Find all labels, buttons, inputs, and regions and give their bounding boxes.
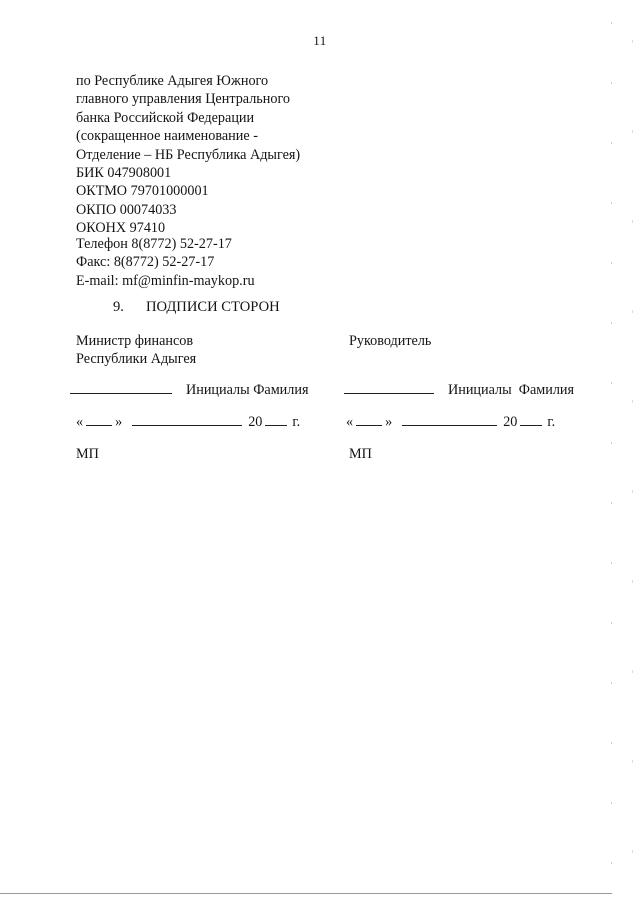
signature-name: Инициалы Фамилия [186,382,309,398]
scan-edge-artifact [611,0,612,880]
party-left-title-line: Республики Адыгея [76,351,197,368]
section-number: 9. [113,299,124,315]
date-open-quote: « [346,414,354,430]
okpo-code: ОКПО 00074033 [76,201,177,218]
day-blank [356,413,382,426]
contact-block [76,235,255,290]
year-blank [265,413,287,426]
month-blank [402,413,497,426]
year-suffix: г. [547,414,556,430]
year-blank [520,413,542,426]
year-prefix: 20 [248,414,263,430]
date-open-quote: « [76,414,84,430]
bank-details-line: Отделение – НБ Республика Адыгея) [76,146,301,163]
scan-bottom-edge [0,893,612,894]
party-right-date-row [346,413,555,431]
party-left-date-row [76,413,300,431]
bik-code: БИК 047908001 [76,165,172,182]
email-address: E-mail: mf@minfin-maykop.ru [76,272,255,289]
bank-details-line: (сокращенное наименование - [76,128,258,145]
signature-name: Инициалы Фамилия [448,382,575,398]
date-close-quote: » [385,414,393,430]
signature-blank [70,381,172,394]
page-number: 11 [313,33,327,48]
signature-blank [344,381,434,394]
bank-details-line: по Республике Адыгея Южного [76,73,269,89]
party-right-title-line: Руководитель [349,333,432,349]
party-right-signature-row [344,381,574,399]
stamp-placeholder-left: МП [76,446,99,462]
party-left-signature-row [70,381,308,399]
bank-details-line: банка Российской Федерации [76,109,255,126]
scan-edge-artifact [632,0,633,905]
bank-details-line: главного управления Центрального [76,91,291,108]
date-close-quote: » [115,414,123,430]
party-right-title [349,332,431,350]
fax-number: Факс: 8(8772) 52-27-17 [76,254,215,271]
section-title: ПОДПИСИ СТОРОН [146,299,280,315]
okonh-code: ОКОНХ 97410 [76,220,166,237]
year-suffix: г. [292,414,301,430]
month-blank [132,413,242,426]
bank-details-block [76,72,300,238]
phone-number: Телефон 8(8772) 52-27-17 [76,236,232,252]
party-left-title-line: Министр финансов [76,333,194,349]
oktmo-code: ОКТМО 79701000001 [76,183,209,200]
year-prefix: 20 [503,414,518,430]
stamp-placeholder-right: МП [349,446,372,462]
day-blank [86,413,112,426]
party-left-title [76,332,196,369]
section-heading [113,299,280,316]
